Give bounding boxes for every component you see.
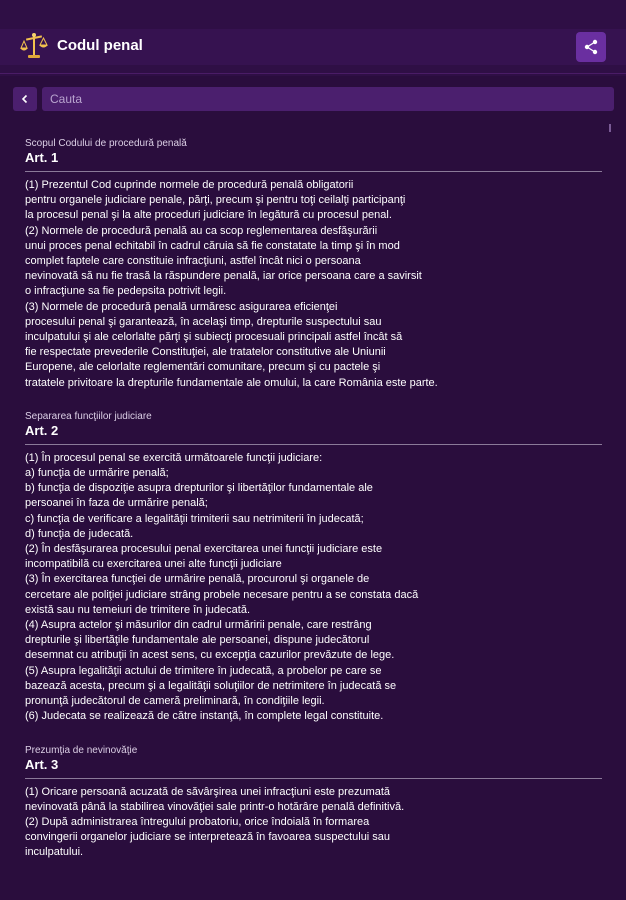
article-line: desemnat cu atribuţii în acest sens, cu excepţia cazurilor prevăzute de lege.: [25, 649, 395, 662]
article-line: inculpatului şi ale celorlalte părţi şi subiecţi procesuali principali astfel încât să: [25, 331, 403, 344]
article-body: [25, 178, 605, 391]
search-input[interactable]: [42, 87, 614, 111]
article-line: inculpatului.: [25, 846, 84, 859]
article-line: fie respectate prevederile Constituţiei, ale tratatelor constitutive ale Uniunii: [25, 346, 386, 359]
article: [25, 411, 605, 725]
article-line: tratatele privitoare la drepturile fundamentale ale omului, la care România este parte.: [25, 376, 438, 389]
article-subtitle: Prezumţia de nevinovăţie: [25, 744, 138, 756]
article-line: (1) Prezentul Cod cuprinde normele de procedură penală obligatorii: [25, 179, 354, 191]
article-line: (1) În procesul penal se exercită următoarele funcţii judiciare:: [25, 451, 323, 464]
article-line: nevinovată să nu fie trasă la răspundere penală, iar orice persoana care a savirsit: [25, 270, 422, 283]
article-line: (2) După administrarea întregului probatoriu, orice îndoială în formarea: [25, 815, 370, 828]
article-line: convingerii organelor judiciare se interpretează în favoarea suspectului sau: [25, 831, 391, 844]
article-body: [25, 785, 605, 861]
article-line: persoanei în faza de urmărire penală;: [25, 497, 208, 510]
article-line: unui proces penal echitabil în cadrul căruia să fie constatate la timp şi în mod: [25, 239, 400, 252]
article-line: incompatibilă cu exercitarea unei alte funcţii judiciare: [25, 558, 282, 571]
article-line: d) funcţia de judecată.: [25, 527, 134, 540]
article-line: pronunţă judecătorul de cameră preliminară, în condiţiile legii.: [25, 695, 325, 708]
scrollbar[interactable]: [609, 124, 611, 132]
app-title: Codul penal: [57, 37, 143, 54]
article-line: cercetare ale poliţiei judiciare strâng probele necesare pentru a se constata dacă: [25, 588, 419, 601]
article-body: [25, 451, 605, 725]
article-line: (2) Normele de procedură penală au ca scop reglementarea desfăşurării: [25, 224, 378, 237]
articles-list: [25, 130, 605, 881]
article-line: pentru organele judiciare penale, părţi, precum şi pentru toţi ceilalţi participanţi: [25, 194, 406, 207]
chevron-left-icon: [20, 94, 30, 104]
share-button[interactable]: [576, 32, 606, 62]
back-button[interactable]: [13, 87, 37, 111]
article-line: o infracţiune sa fie pedepsita potrivit legii.: [25, 285, 227, 298]
article-line: (6) Judecata se realizează de către instanţă, în complete legal constituite.: [25, 710, 384, 723]
scales-of-justice-icon: [18, 32, 50, 60]
article-line: (4) Asupra actelor şi măsurilor din cadrul urmăririi penale, care restrâng: [25, 619, 372, 632]
article-title: Art. 3: [25, 757, 602, 779]
article-line: Europene, ale celorlalte reglementări comunitare, precum şi cu pactele şi: [25, 361, 381, 374]
article-line: (1) Oricare persoană acuzată de săvârşirea unei infracţiuni este prezumată: [25, 785, 391, 798]
share-icon: [583, 39, 599, 55]
article-line: c) funcţia de verificare a legalităţii trimiterii sau netrimiterii în judecată;: [25, 512, 364, 525]
article-line: a) funcţia de urmărire penală;: [25, 467, 169, 480]
article-line: b) funcţia de dispoziţie asupra drepturilor şi libertăţilor fundamentale ale: [25, 482, 373, 495]
article-line: drepturile şi libertăţile fundamentale ale persoanei, dispune judecătorul: [25, 634, 370, 647]
article-line: (3) În exercitarea funcţiei de urmărire penală, procurorul şi organele de: [25, 573, 370, 586]
article-line: la procesul penal şi la alte proceduri judiciare în legătură cu procesul penal.: [25, 209, 392, 222]
article-line: există sau nu temeiuri de trimitere în judecată.: [25, 603, 251, 616]
article-title: Art. 2: [25, 423, 602, 445]
article-line: (3) Normele de procedură penală urmăresc asigurarea eficienţei: [25, 300, 338, 313]
article-line: (2) În desfăşurarea procesului penal exercitarea unei funcţii judiciare este: [25, 543, 383, 556]
article-subtitle: Scopul Codului de procedură penală: [25, 138, 187, 149]
article-line: bazează acesta, precum şi a legalităţii soluţiilor de netrimitere în judecată se: [25, 679, 397, 692]
header-divider: [0, 73, 626, 74]
article-subtitle: Separarea funcţiilor judiciare: [25, 410, 152, 422]
article-line: (5) Asupra legalităţii actului de trimitere în judecată, a probelor pe care se: [25, 664, 382, 677]
article-line: procesului penal şi garantează, în acelaşi timp, drepturile suspectului sau: [25, 315, 382, 328]
article: [25, 745, 605, 861]
article: [25, 138, 605, 391]
article-title: Art. 1: [25, 150, 602, 172]
article-line: complet faptele care constituie infracţiuni, astfel încât nici o persoana: [25, 255, 361, 268]
article-line: nevinovată până la stabilirea vinovăţiei sale printr-o hotărâre penală definitivă.: [25, 800, 405, 813]
